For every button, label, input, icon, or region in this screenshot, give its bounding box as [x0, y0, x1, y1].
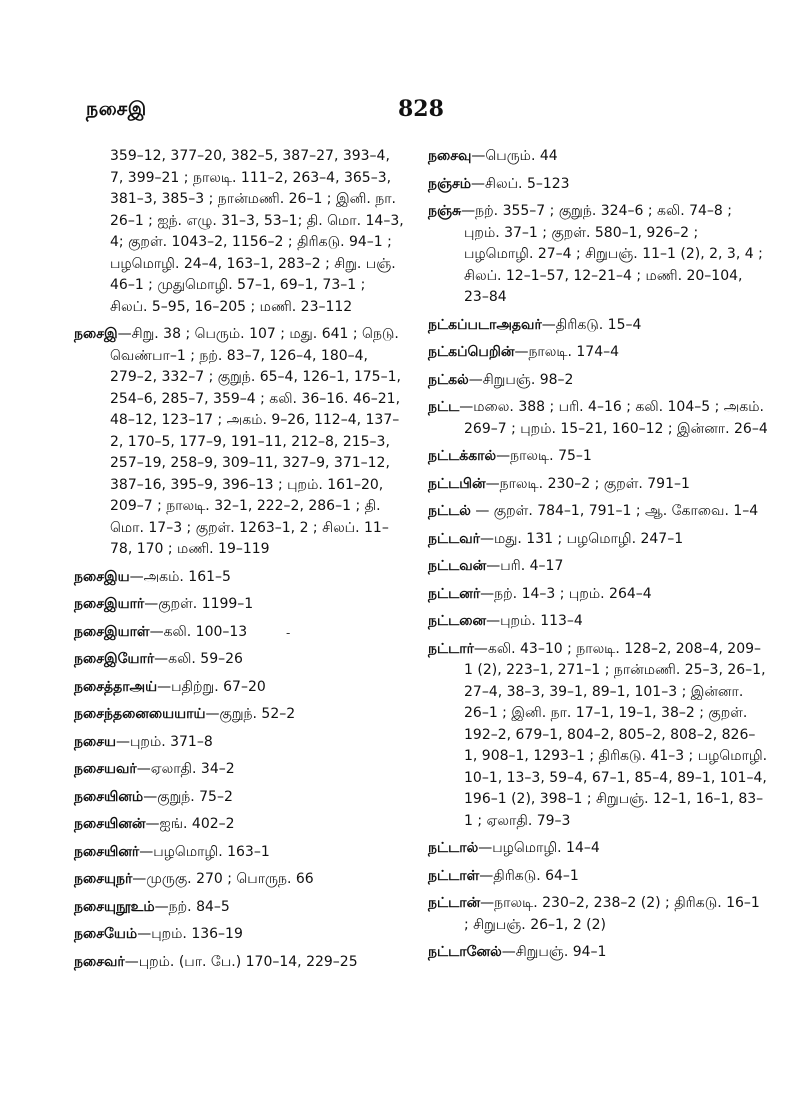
index-entry — [428, 397, 768, 440]
left-entry-list — [74, 324, 404, 973]
entry-references: —நாலடி. 230–2, 238–2 (2) ; திரிகடு. 16–1 ; சிறுபஞ். 26–1, 2 (2) — [464, 895, 760, 933]
index-entry — [74, 842, 404, 864]
entry-references: —பழமொழி. 163–1 — [139, 843, 270, 860]
entry-headword: நஞ்சு — [428, 203, 462, 219]
index-entry — [74, 649, 404, 671]
entry-references: —குறுந். 52–2 — [205, 706, 296, 722]
entry-headword: நட்டான் — [428, 895, 481, 911]
entry-references: —புறம். 113–4 — [486, 613, 583, 629]
index-entry — [428, 639, 768, 833]
left-column — [74, 146, 404, 979]
entry-references: —நற். 84–5 — [154, 898, 230, 915]
index-entry — [74, 814, 404, 836]
entry-headword: நட்டவர் — [428, 530, 480, 547]
page-header-word: நசைஇ — [86, 98, 147, 120]
entry-references: —சிறு. 38 ; பெரும். 107 ; மது. 641 ; நெடு. வெண்பா–1 ; நற். 83–7, 126–4, 180–4, 279–2, 332–7 ; குறுந். 65–4, 126–1, 175–1, 254–6, 285–7, 359–4 ; கலி. 36–16. 46–21, 48–12, 123–17 ; அகம். 9–26, 112–4, 137–2, 170–5, 177–9, 191–11, 212–8, 215–3, 257–19, 258–9, 309–11, 327–9, 371–12, 387–16, 395–9, 396–13 ; புறம். 161–20, 209–7 ; நாலடி. 32–1, 222–2, 286–1 ; தி. மொ. 17–3 ; குறள். 1263–1, 2 ; சிலப். 11–78, 170 ; மணி. 19–119 — [110, 326, 401, 557]
entry-headword: நட்டார் — [428, 640, 474, 657]
index-entry — [74, 324, 404, 561]
entry-headword: நட்டல் — [428, 503, 471, 519]
index-entry — [428, 146, 768, 168]
entry-references: —திரிகடு. 64–1 — [479, 867, 579, 884]
index-entry — [428, 529, 768, 551]
index-entry — [428, 370, 768, 392]
continuation-text: 359–12, 377–20, 382–5, 387–27, 393–4, 7, 399–21 ; நாலடி. 111–2, 263–4, 365–3, 381–3, 385–3 ; நான்மணி. 26–1 ; இனி. நா. 26–1 ; ஐந். எழு. 31–3, 53–1; தி. மொ. 14–3, 4; குறள். 1043–2, 1156–2 ; திரிகடு. 94–1 ; பழமொழி. 24–4, 163–1, 283–2 ; சிறு. பஞ். 46–1 ; முதுமொழி. 57–1, 69–1, 73–1 ; சிலப். 5–95, 16–205 ; மணி. 23–112 — [110, 148, 404, 315]
index-entry — [74, 622, 404, 644]
entry-references: —ஐங். 402–2 — [145, 816, 235, 832]
index-entry — [74, 732, 404, 754]
index-entry — [428, 342, 768, 364]
entry-headword: நசைவு — [428, 148, 472, 164]
entry-headword: நட்ட — [428, 399, 460, 415]
entry-references: —அகம். 161–5 — [129, 568, 231, 585]
entry-headword: நட்டனர் — [428, 585, 481, 602]
entry-headword: நசையினம் — [74, 788, 144, 805]
entry-references: —பதிற்று. 67–20 — [157, 678, 266, 695]
entry-headword: நசைஇ — [74, 326, 118, 342]
index-entry — [428, 315, 768, 337]
entry-references: —திரிகடு. 15–4 — [541, 316, 642, 333]
entry-references: —நாலடி. 174–4 — [514, 344, 620, 360]
index-entry — [428, 866, 768, 888]
entry-headword: நட்டனை — [428, 613, 487, 629]
entry-headword: நசைத்தாஅய் — [74, 678, 158, 695]
stray-mark: - — [286, 626, 291, 640]
index-entry — [74, 952, 404, 974]
entry-headword: நட்கப்பெறின் — [428, 344, 515, 360]
index-entry — [428, 611, 768, 633]
index-entry — [428, 474, 768, 496]
entry-references: — குறள். 784–1, 791–1 ; ஆ. கோவை. 1–4 — [470, 503, 759, 519]
entry-references: —கலி. 59–26 — [154, 651, 243, 667]
entry-headword: நசைஇயார் — [74, 596, 145, 612]
entry-headword: நட்டக்கால் — [428, 448, 497, 464]
entry-references: —பரி. 4–17 — [486, 558, 564, 574]
index-entry — [74, 704, 404, 726]
entry-references: —பழமொழி. 14–4 — [478, 840, 600, 856]
entry-headword: நசையினர் — [74, 843, 140, 860]
index-entry — [428, 556, 768, 578]
index-entry — [428, 893, 768, 936]
entry-references: —மலை. 388 ; பரி. 4–16 ; கலி. 104–5 ; அகம். 269–7 ; புறம். 15–21, 160–12 ; இன்னா. 26–4 — [459, 399, 768, 437]
right-column — [428, 146, 768, 970]
entry-headword: நசைவர் — [74, 953, 125, 970]
entry-headword: நசைஇயாள் — [74, 623, 150, 640]
entry-headword: நட்டானேல் — [428, 944, 502, 960]
entry-headword: நசைஇயோர் — [74, 651, 155, 667]
index-entry — [428, 838, 768, 860]
index-entry — [74, 787, 404, 809]
index-entry — [428, 446, 768, 468]
entry-references: —முருகு. 270 ; பொருந. 66 — [132, 871, 314, 887]
entry-references: —குறுந். 75–2 — [143, 788, 233, 805]
entry-references: —நற். 355–7 ; குறுந். 324–6 ; கலி. 74–8 ; புறம். 37–1 ; குறள். 580–1, 926–2 ; பழமொழி. 27–4 ; சிறுபஞ். 11–1 (2), 2, 3, 4 ; சிலப். 12–1–57, 12–21–4 ; மணி. 20–104, 23–84 — [461, 203, 763, 305]
entry-headword: நட்டால் — [428, 840, 479, 856]
index-entry — [74, 567, 404, 589]
right-entry-list — [428, 146, 768, 964]
page-number: 828 — [398, 96, 444, 122]
entry-headword: நசைஇய — [74, 568, 130, 585]
entry-headword: நசைந்தனையையாய் — [74, 706, 206, 722]
entry-headword: நசையுநர் — [74, 871, 133, 887]
entry-references: —புறம். 136–19 — [137, 926, 243, 942]
index-entry — [74, 869, 404, 891]
entry-references: —பெரும். 44 — [471, 148, 558, 164]
entry-headword: நசைய — [74, 733, 116, 750]
entry-headword: நட்டவன் — [428, 558, 487, 574]
entry-references: —நாலடி. 75–1 — [496, 448, 592, 464]
entry-headword: நசையவர் — [74, 761, 137, 777]
entry-headword: நசையேம் — [74, 926, 138, 942]
entry-headword: நட்டபின் — [428, 475, 486, 492]
entry-references: —நற். 14–3 ; புறம். 264–4 — [480, 585, 652, 602]
entry-references: —புறம். (பா. பே.) 170–14, 229–25 — [124, 953, 358, 970]
entry-references: —நாலடி. 230–2 ; குறள். 791–1 — [485, 475, 690, 492]
entry-headword: நட்கப்படாஅதவர் — [428, 316, 542, 333]
index-entry — [74, 897, 404, 919]
index-entry — [74, 594, 404, 616]
entry-references: —சிறுபஞ். 94–1 — [501, 944, 607, 960]
index-entry — [74, 677, 404, 699]
index-entry — [428, 942, 768, 964]
entry-headword: நசையுநூஉம் — [74, 898, 155, 915]
entry-references: —புறம். 371–8 — [116, 733, 213, 750]
index-entry — [428, 174, 768, 196]
entry-references: —குறள். 1199–1 — [144, 596, 254, 612]
entry-references: —ஏலாதி. 34–2 — [136, 761, 235, 777]
entry-references: —கலி. 100–13 — [149, 623, 248, 640]
entry-references: —கலி. 43–10 ; நாலடி. 128–2, 208–4, 209–1 (2), 223–1, 271–1 ; நான்மணி. 25–3, 26–1, 27–4, 38–3, 39–1, 89–1, 101–3 ; இன்னா. 26–1 ; இனி. நா. 17–1, 19–1, 38–2 ; குறள். 192–2, 679–1, 804–2, 805–2, 808–2, 826–1, 908–1, 1293–1 ; திரிகடு. 41–3 ; பழமொழி. 10–1, 13–3, 59–4, 67–1, 85–4, 89–1, 101–4, 196–1 (2), 398–1 ; சிறுபஞ். 12–1, 16–1, 83–1 ; ஏலாதி. 79–3 — [464, 640, 768, 829]
entry-references: —சிறுபஞ். 98–2 — [468, 371, 574, 388]
entry-headword: நசையினன் — [74, 816, 146, 832]
index-entry — [428, 201, 768, 309]
entry-headword: நட்கல் — [428, 371, 469, 388]
index-entry — [428, 501, 768, 523]
entry-headword: நட்டாள் — [428, 867, 480, 884]
index-entry — [428, 584, 768, 606]
index-entry — [74, 924, 404, 946]
entry-headword: நஞ்சம் — [428, 175, 472, 192]
index-entry — [74, 759, 404, 781]
entry-references: —மது. 131 ; பழமொழி. 247–1 — [479, 530, 684, 547]
entry-references: —சிலப். 5–123 — [471, 175, 570, 192]
